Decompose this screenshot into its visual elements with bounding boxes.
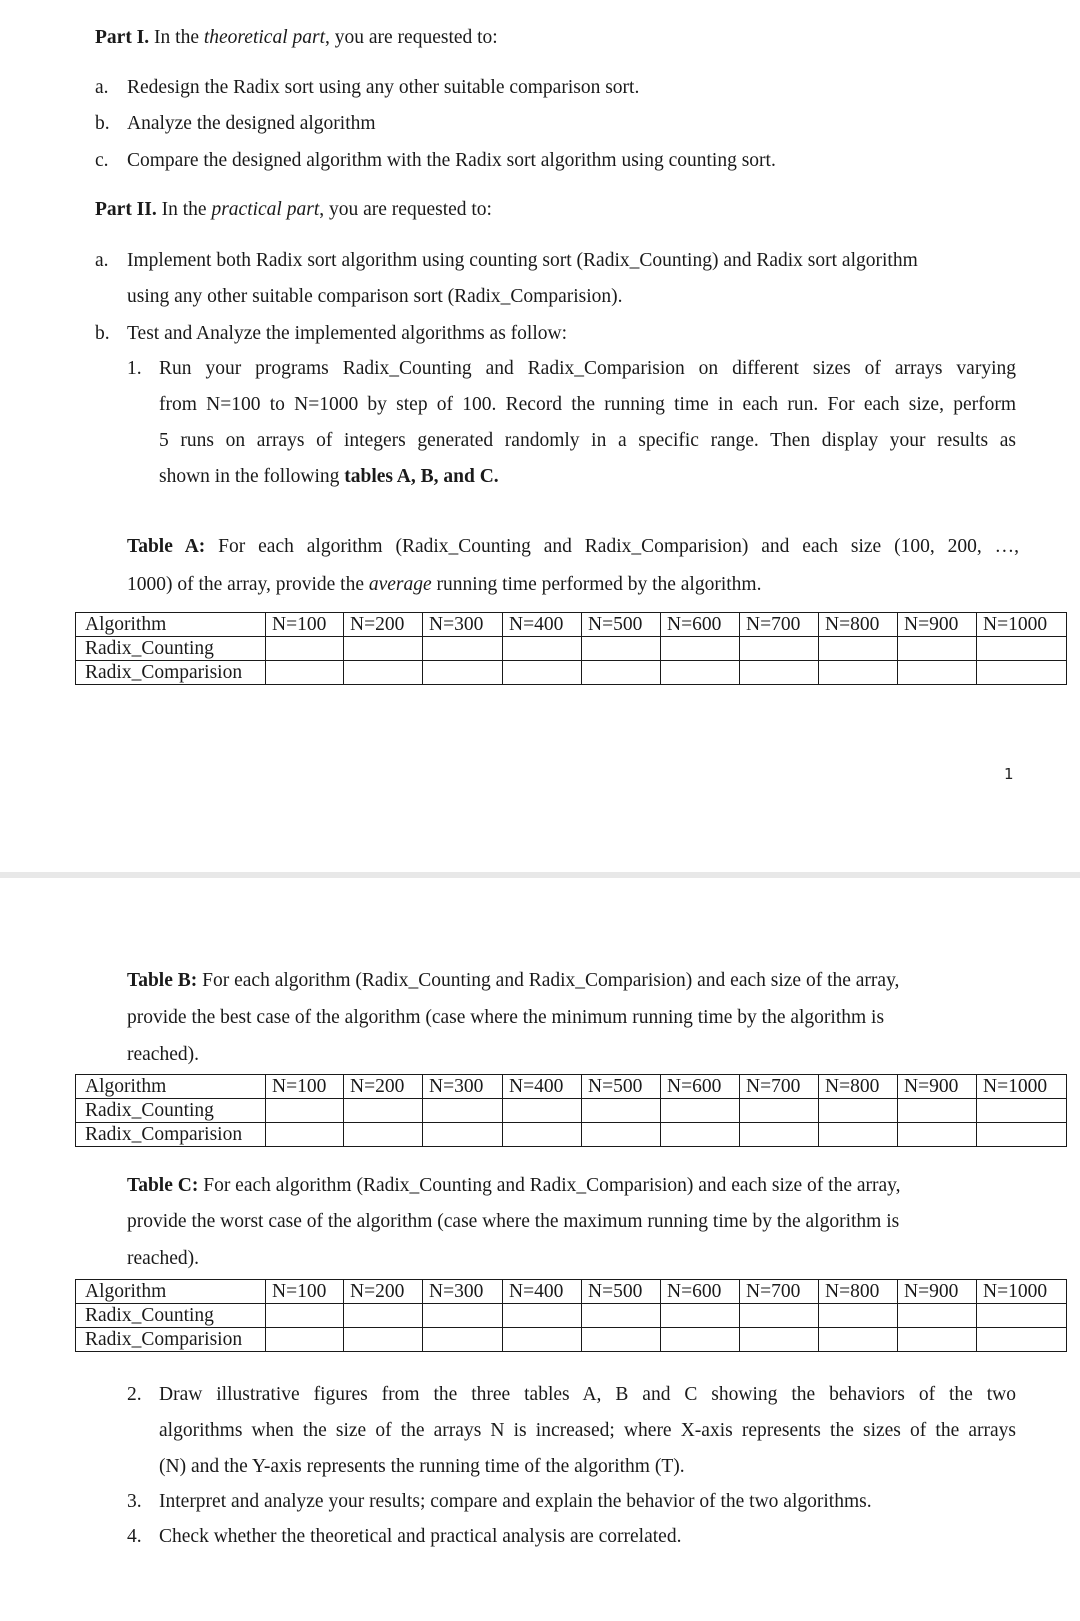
step1-line3: 5 runs on arrays of integers generated randomly in a specific range. Then display your results as: [159, 430, 1016, 451]
table-cell: [898, 1099, 977, 1123]
table-row: [76, 661, 1067, 685]
table-header-cell: N=100: [266, 1280, 344, 1304]
step1-marker: 1.: [127, 358, 142, 379]
table-cell: [661, 1123, 740, 1147]
table-header-cell: N=1000: [977, 1280, 1067, 1304]
table-cell: [740, 1099, 819, 1123]
table-cell: [661, 1328, 740, 1352]
table-header-cell: N=600: [661, 1280, 740, 1304]
table-header-cell: Algorithm: [76, 613, 266, 637]
table-cell: [977, 637, 1067, 661]
part1-item-a-marker: a.: [95, 77, 109, 98]
part2-item-a-line2: using any other suitable comparison sort (Radix_Comparision).: [127, 286, 623, 307]
part2-item-a-line1: Implement both Radix sort algorithm using counting sort (Radix_Counting) and Radix sort algorithm: [127, 250, 918, 271]
table-header-cell: N=800: [819, 1075, 898, 1099]
table-cell: [898, 661, 977, 685]
table-cell: [661, 1099, 740, 1123]
table-cell: [819, 637, 898, 661]
table-row: [76, 613, 1067, 637]
step4-marker: 4.: [127, 1526, 142, 1547]
table-cell: [503, 1304, 582, 1328]
table-header-cell: N=1000: [977, 1075, 1067, 1099]
table-row: [76, 1280, 1067, 1304]
table-row-label: Radix_Counting: [76, 1304, 266, 1328]
table-cell: [740, 1304, 819, 1328]
table-cell: [503, 1123, 582, 1147]
table-cell: [266, 1328, 344, 1352]
table-cell: [344, 637, 423, 661]
table-header-cell: N=800: [819, 1280, 898, 1304]
step2-line3: (N) and the Y-axis represents the running time of the algorithm (T).: [159, 1456, 685, 1477]
table-cell: [898, 1123, 977, 1147]
table-header-cell: N=700: [740, 1075, 819, 1099]
tableC-caption-line3: reached).: [127, 1248, 199, 1269]
table-cell: [740, 661, 819, 685]
table-cell: [503, 1328, 582, 1352]
table-cell: [977, 1304, 1067, 1328]
step2-line2: algorithms when the size of the arrays N is increased; where X-axis represents the sizes of the arrays: [159, 1420, 1016, 1441]
table-header-cell: N=300: [423, 1075, 503, 1099]
page-number: 1: [1004, 765, 1014, 783]
table-cell: [423, 637, 503, 661]
tableB-caption-line3: reached).: [127, 1044, 199, 1065]
table-cell: [898, 1328, 977, 1352]
table-cell: [977, 661, 1067, 685]
table-cell: [898, 637, 977, 661]
part1-item-b-text: Analyze the designed algorithm: [127, 113, 376, 134]
table-cell: [344, 1099, 423, 1123]
tableB-caption-line2: provide the best case of the algorithm (case where the minimum running time by the algorithm is: [127, 1007, 885, 1028]
table-header-cell: N=500: [582, 613, 661, 637]
table-cell: [344, 661, 423, 685]
table-cell: [266, 637, 344, 661]
table-cell: [503, 637, 582, 661]
table-header-cell: N=600: [661, 613, 740, 637]
table-cell: [661, 661, 740, 685]
table-cell: [819, 1304, 898, 1328]
table-cell: [344, 1304, 423, 1328]
table-row-label: Radix_Comparision: [76, 1328, 266, 1352]
table-row: [76, 1328, 1067, 1352]
table-header-cell: N=900: [898, 613, 977, 637]
step1-line2: from N=100 to N=1000 by step of 100. Record the running time in each run. For each size, perform: [159, 394, 1016, 415]
table-header-cell: N=1000: [977, 613, 1067, 637]
table-header-cell: N=300: [423, 1280, 503, 1304]
step3-marker: 3.: [127, 1491, 142, 1512]
table-cell: [266, 661, 344, 685]
step4-text: Check whether the theoretical and practical analysis are correlated.: [159, 1526, 682, 1547]
table-header-cell: Algorithm: [76, 1280, 266, 1304]
table-cell: [423, 1099, 503, 1123]
part2-item-a-marker: a.: [95, 250, 109, 271]
part1-heading: Part I. In the theoretical part, you are requested to:: [95, 27, 498, 48]
part2-item-b-text: Test and Analyze the implemented algorithms as follow:: [127, 323, 567, 344]
table-cell: [344, 1123, 423, 1147]
table-header-cell: N=500: [582, 1280, 661, 1304]
table-header-cell: N=100: [266, 613, 344, 637]
part1-item-c-marker: c.: [95, 150, 109, 171]
table-header-cell: N=900: [898, 1280, 977, 1304]
table-cell: [582, 637, 661, 661]
table-cell: [344, 1328, 423, 1352]
table-row-label: Radix_Counting: [76, 1099, 266, 1123]
tableC-caption-line2: provide the worst case of the algorithm (case where the maximum running time by the algorithm is: [127, 1211, 900, 1232]
table-header-cell: N=700: [740, 1280, 819, 1304]
table-header-cell: N=400: [503, 613, 582, 637]
page-2: [0, 878, 1080, 1621]
tableA-caption-line1: Table A: For each algorithm (Radix_Counting and Radix_Comparision) and each size (100, 200, …,: [127, 536, 1019, 557]
table-cell: [898, 1304, 977, 1328]
table-row: [76, 1099, 1067, 1123]
table-cell: [661, 637, 740, 661]
table-cell: [266, 1099, 344, 1123]
tableC-caption-line1: Table C: For each algorithm (Radix_Counting and Radix_Comparision) and each size of the array,: [127, 1175, 901, 1196]
table-cell: [661, 1304, 740, 1328]
table-header-cell: N=400: [503, 1280, 582, 1304]
table-cell: [423, 1304, 503, 1328]
table-cell: [266, 1304, 344, 1328]
table-row-label: Radix_Counting: [76, 637, 266, 661]
part2-item-b-marker: b.: [95, 323, 110, 344]
step2-line1: Draw illustrative figures from the three tables A, B and C showing the behaviors of the two: [159, 1384, 1016, 1405]
part1-item-c-text: Compare the designed algorithm with the Radix sort algorithm using counting sort.: [127, 150, 776, 171]
table-cell: [423, 1328, 503, 1352]
table-cell: [740, 1328, 819, 1352]
table-header-cell: N=200: [344, 613, 423, 637]
table-cell: [977, 1328, 1067, 1352]
table-row: [76, 1123, 1067, 1147]
table-header-cell: Algorithm: [76, 1075, 266, 1099]
table-cell: [740, 1123, 819, 1147]
table-cell: [503, 1099, 582, 1123]
table-row: [76, 1075, 1067, 1099]
tableA-caption-line2: 1000) of the array, provide the average running time performed by the algorithm.: [127, 574, 762, 595]
table-header-cell: N=700: [740, 613, 819, 637]
table-cell: [740, 637, 819, 661]
table-row-label: Radix_Comparision: [76, 1123, 266, 1147]
table-cell: [582, 661, 661, 685]
table-row: [76, 1304, 1067, 1328]
table-header-cell: N=500: [582, 1075, 661, 1099]
table-a: [75, 612, 1067, 685]
table-cell: [582, 1328, 661, 1352]
table-cell: [582, 1099, 661, 1123]
table-cell: [819, 1099, 898, 1123]
table-header-cell: N=900: [898, 1075, 977, 1099]
table-header-cell: N=600: [661, 1075, 740, 1099]
table-cell: [503, 661, 582, 685]
table-cell: [819, 1123, 898, 1147]
table-header-cell: N=300: [423, 613, 503, 637]
part1-item-b-marker: b.: [95, 113, 110, 134]
part1-item-a-text: Redesign the Radix sort using any other suitable comparison sort.: [127, 77, 640, 98]
table-header-cell: N=800: [819, 613, 898, 637]
table-b: [75, 1074, 1067, 1147]
table-cell: [977, 1099, 1067, 1123]
table-cell: [582, 1304, 661, 1328]
table-header-cell: N=400: [503, 1075, 582, 1099]
table-row-label: Radix_Comparision: [76, 661, 266, 685]
table-cell: [423, 1123, 503, 1147]
tableB-caption-line1: Table B: For each algorithm (Radix_Counting and Radix_Comparision) and each size of the array,: [127, 970, 900, 991]
step2-marker: 2.: [127, 1384, 142, 1405]
part2-heading: Part II. In the practical part, you are requested to:: [95, 199, 492, 220]
table-cell: [977, 1123, 1067, 1147]
table-header-cell: N=200: [344, 1075, 423, 1099]
table-header-cell: N=100: [266, 1075, 344, 1099]
step1-line1: Run your programs Radix_Counting and Radix_Comparision on different sizes of arrays varying: [159, 358, 1016, 379]
table-cell: [423, 661, 503, 685]
table-cell: [266, 1123, 344, 1147]
table-header-cell: N=200: [344, 1280, 423, 1304]
step3-text: Interpret and analyze your results; compare and explain the behavior of the two algorithms.: [159, 1491, 872, 1512]
table-cell: [819, 661, 898, 685]
step1-line4: shown in the following tables A, B, and C.: [159, 466, 499, 487]
table-c: [75, 1279, 1067, 1352]
table-row: [76, 637, 1067, 661]
table-cell: [819, 1328, 898, 1352]
table-cell: [582, 1123, 661, 1147]
